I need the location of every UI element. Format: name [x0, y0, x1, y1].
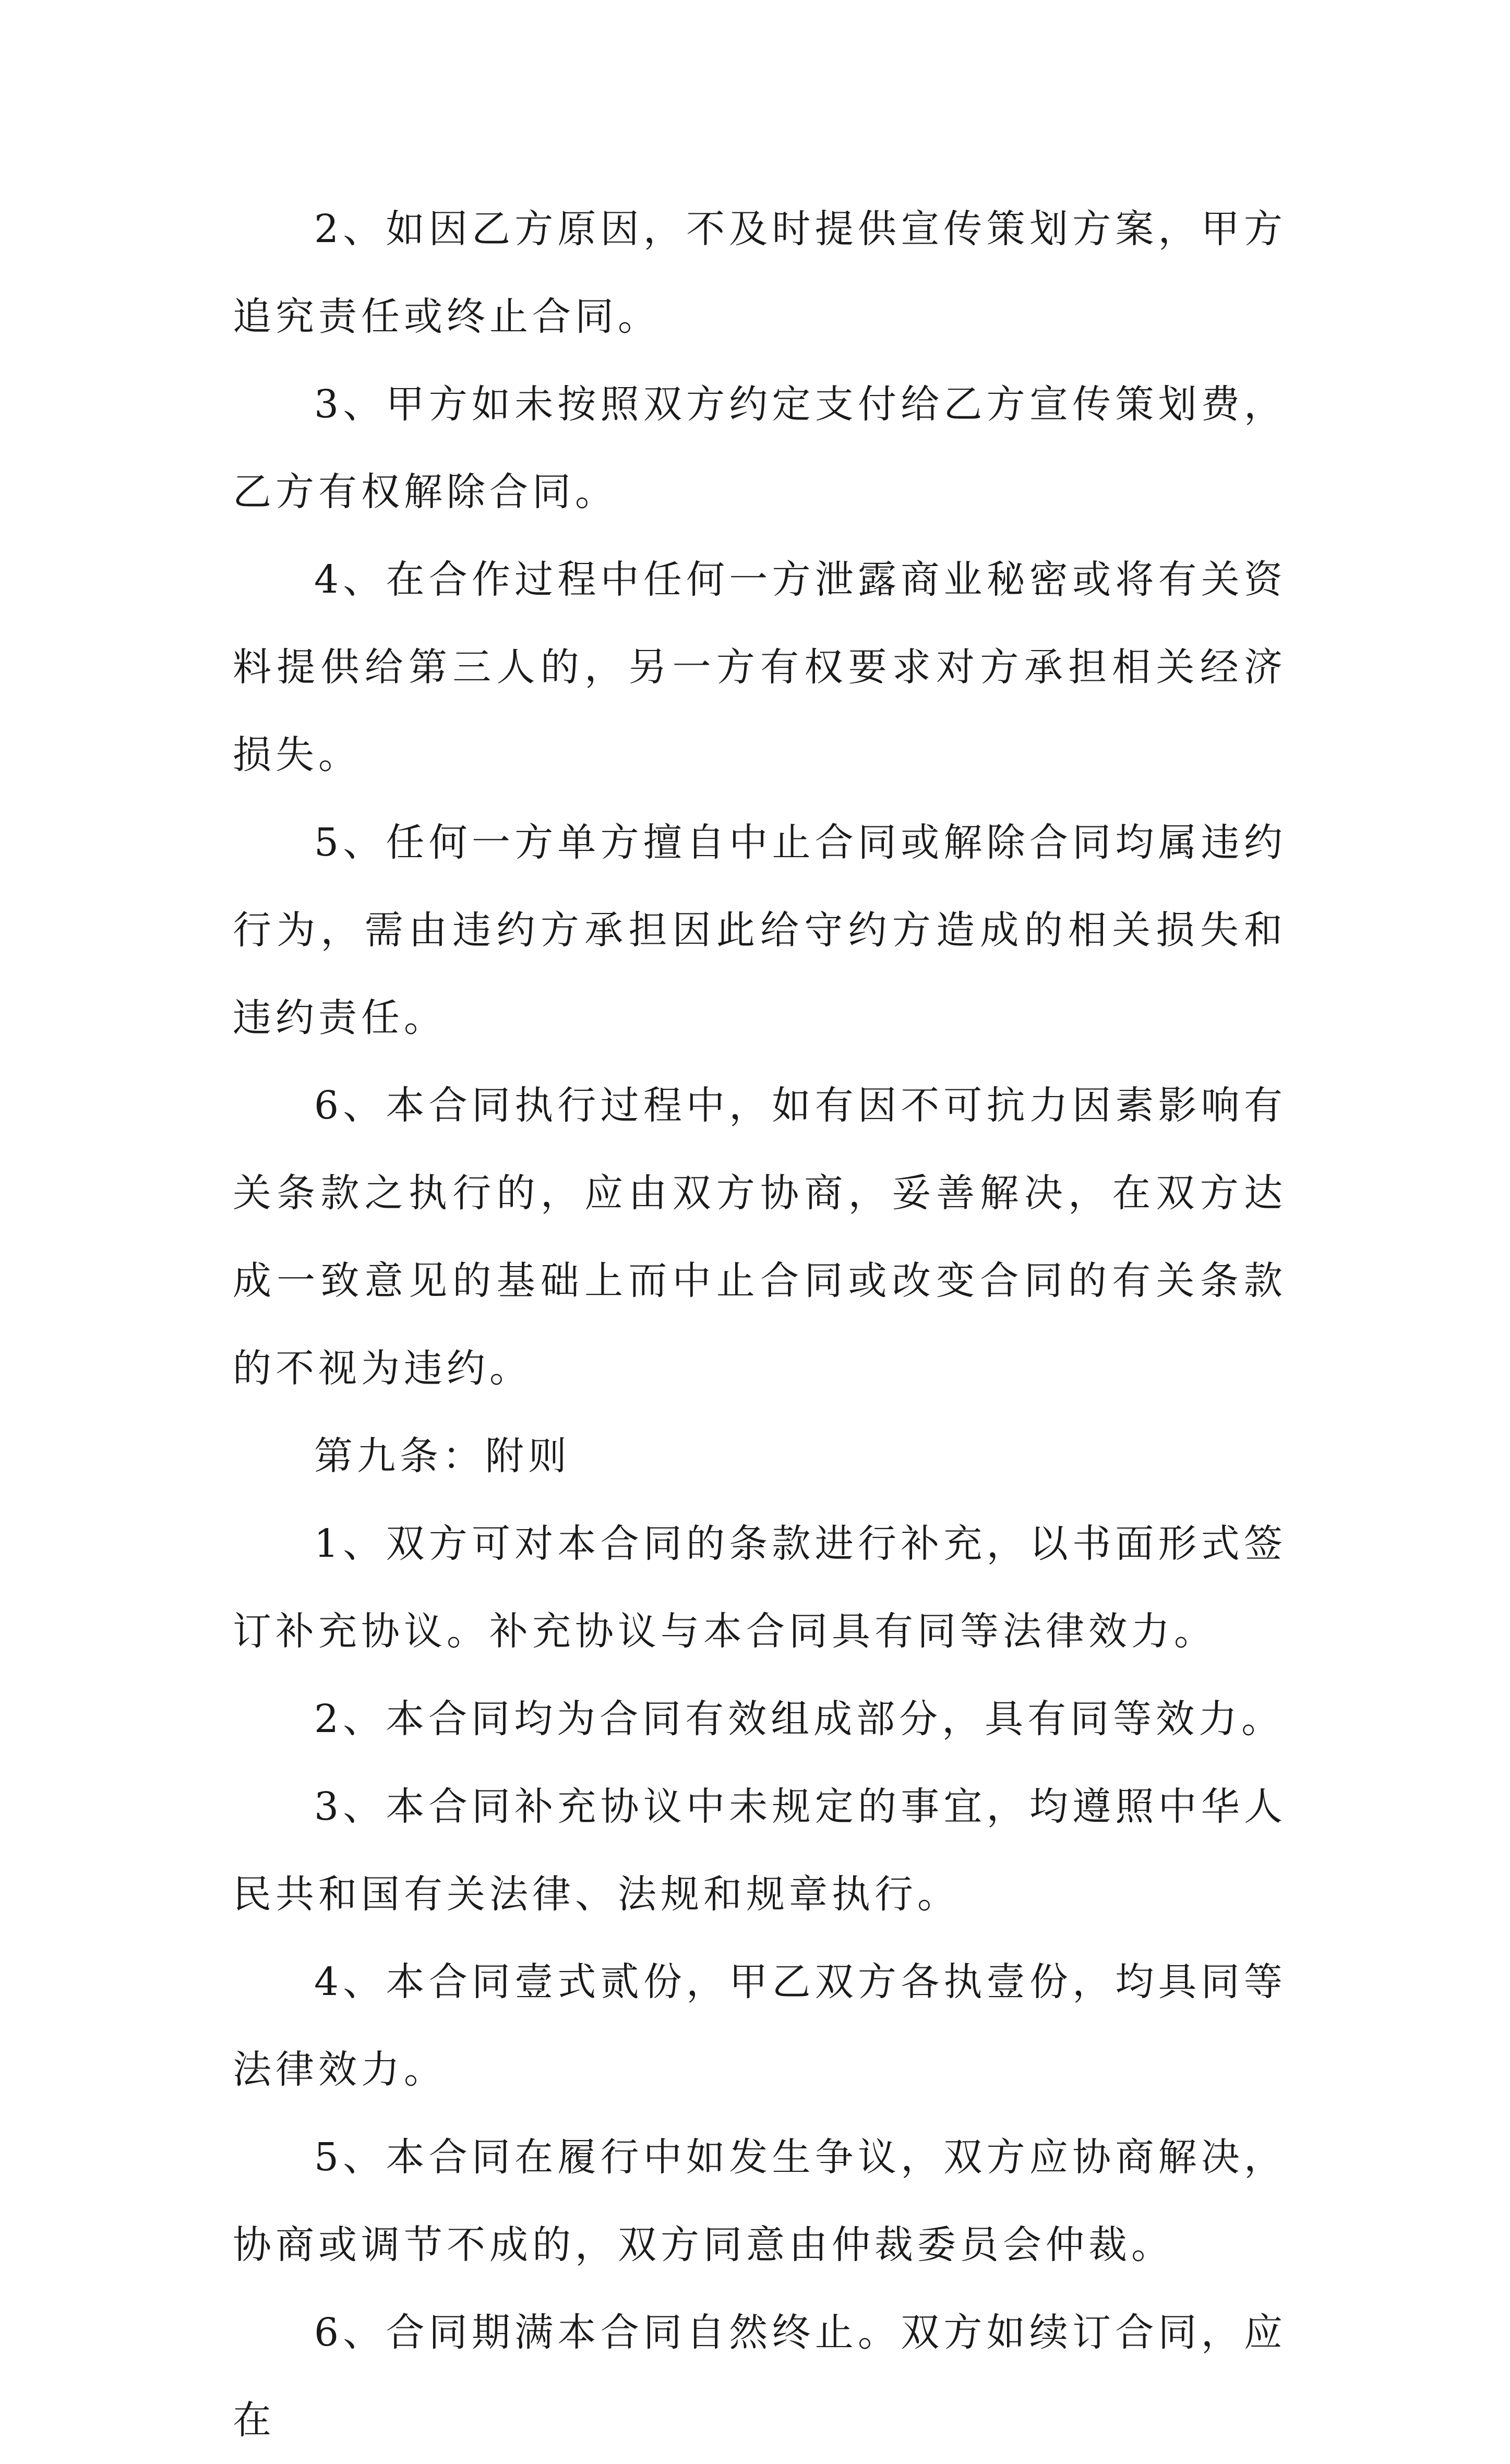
clause-9-item-3: 3、本合同补充协议中未规定的事宜，均遵照中华人民共和国有关法律、法规和规章执行。 [233, 1784, 1287, 1917]
clause-9-item-1: 1、双方可对本合同的条款进行补充，以书面形式签订补充协议。补充协议与本合同具有同等法律效力。 [233, 1521, 1287, 1654]
clause-8-item-2: 2、如因乙方原因，不及时提供宣传策划方案，甲方追究责任或终止合同。 [233, 207, 1287, 339]
clause-9-item-6: 6、合同期满本合同自然终止。双方如续订合同，应在 [233, 2310, 1287, 2443]
clause-9-item-4: 4、本合同壹式贰份，甲乙双方各执壹份，均具同等法律效力。 [233, 1960, 1287, 2092]
clause-9-item-5: 5、本合同在履行中如发生争议，双方应协商解决，协商或调节不成的，双方同意由仲裁委员会仲裁。 [233, 2135, 1287, 2267]
document-body [233, 185, 1287, 2464]
clause-8-item-3: 3、甲方如未按照双方约定支付给乙方宣传策划费，乙方有权解除合同。 [233, 382, 1287, 514]
clause-9-item-2: 2、本合同均为合同有效组成部分，具有同等效力。 [314, 1697, 1285, 1741]
clause-8-item-4: 4、在合作过程中任何一方泄露商业秘密或将有关资料提供给第三人的，另一方有权要求对方承担相关经济损失。 [233, 557, 1287, 777]
clause-8-item-6: 6、本合同执行过程中，如有因不可抗力因素影响有关条款之执行的，应由双方协商，妥善解决，在双方达成一致意见的基础上而中止合同或改变合同的有关条款的不视为违约。 [233, 1083, 1287, 1391]
clause-8-item-5: 5、任何一方单方擅自中止合同或解除合同均属违约行为，需由违约方承担因此给守约方造成的相关损失和违约责任。 [233, 820, 1287, 1040]
clause-9-heading: 第九条：附则 [314, 1434, 571, 1479]
